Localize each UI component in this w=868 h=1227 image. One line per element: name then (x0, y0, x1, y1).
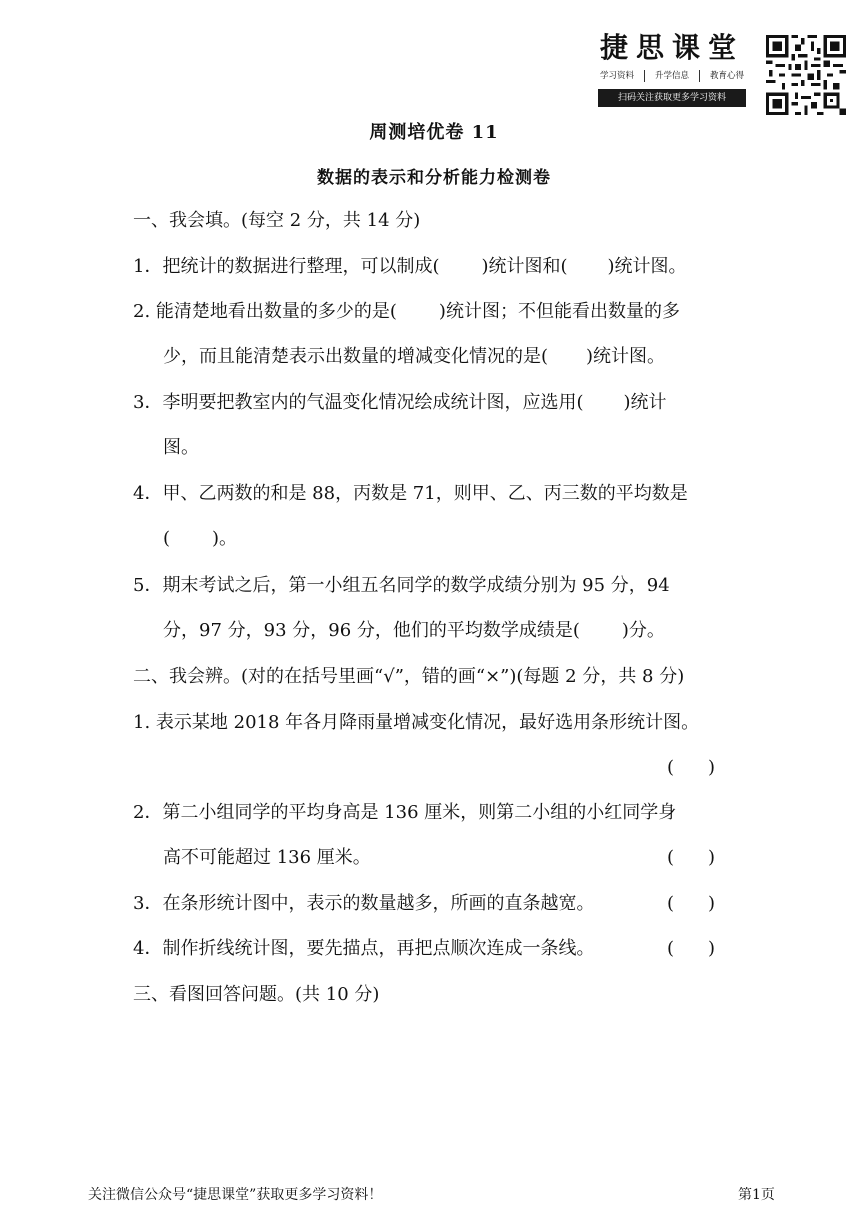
brand-tag: 教育心得 (709, 71, 744, 81)
question-1-4: 4．甲、乙两数的和是 88，丙数是 71，则甲、乙、丙三数的平均数是 (133, 483, 688, 504)
page-subtitle: 数据的表示和分析能力检测卷 (317, 168, 551, 188)
brand-tag: 升学信息 (654, 71, 689, 81)
brand-bar: 扫码关注获取更多学习资料 (598, 89, 746, 107)
brand-tags (598, 70, 746, 82)
answer-bracket: ( ) (667, 938, 716, 959)
brand-name: 捷思课堂 (599, 31, 744, 64)
section-3-heading: 三、看图回答问题。(共 10 分) (133, 984, 380, 1005)
question-2-4: 4．制作折线统计图，要先描点，再把点顺次连成一条线。 (133, 938, 595, 959)
question-2-3: 3．在条形统计图中，表示的数量越多，所画的直条越宽。 (133, 893, 595, 914)
question-1-2: 2. 能清楚地看出数量的多少的是( )统计图；不但能看出数量的多 (133, 301, 680, 322)
page-title: 周测培优卷 11 (369, 122, 499, 143)
question-2-2: 2．第二小组同学的平均身高是 136 厘米，则第二小组的小红同学身 (133, 802, 677, 823)
page-number: 第1页 (738, 1187, 775, 1203)
answer-bracket: ( ) (667, 847, 716, 868)
question-1-5-cont: 分，97 分，93 分，96 分，他们的平均数学成绩是( )分。 (163, 620, 665, 641)
question-1-2-cont: 少，而且能清楚表示出数量的增减变化情况的是( )统计图。 (163, 346, 666, 367)
question-1-1: 1．把统计的数据进行整理，可以制成( )统计图和( )统计图。 (133, 256, 687, 277)
question-1-4-cont: ( )。 (163, 528, 238, 549)
question-1-3-cont: 图。 (163, 437, 199, 458)
answer-bracket: ( ) (667, 757, 716, 778)
brand-tag: 学习资料 (600, 71, 635, 81)
section-1-heading: 一、我会填。(每空 2 分，共 14 分) (133, 210, 421, 231)
tag-divider (699, 70, 700, 82)
question-1-3: 3．李明要把教室内的气温变化情况绘成统计图，应选用( )统计 (133, 392, 667, 413)
question-2-2-cont: 高不可能超过 136 厘米。 (163, 847, 371, 868)
brand-header (598, 30, 746, 107)
section-2-heading: 二、我会辨。(对的在括号里画“√”，错的画“×”)(每题 2 分，共 8 分) (133, 666, 685, 687)
tag-divider (644, 70, 645, 82)
question-1-5: 5．期末考试之后，第一小组五名同学的数学成绩分别为 95 分，94 (133, 575, 670, 596)
qr-code-icon (766, 35, 846, 115)
answer-bracket: ( ) (667, 893, 716, 914)
footer-note: 关注微信公众号“捷思课堂”获取更多学习资料！ (88, 1187, 383, 1203)
question-2-1: 1. 表示某地 2018 年各月降雨量增减变化情况，最好选用条形统计图。 (133, 712, 700, 733)
